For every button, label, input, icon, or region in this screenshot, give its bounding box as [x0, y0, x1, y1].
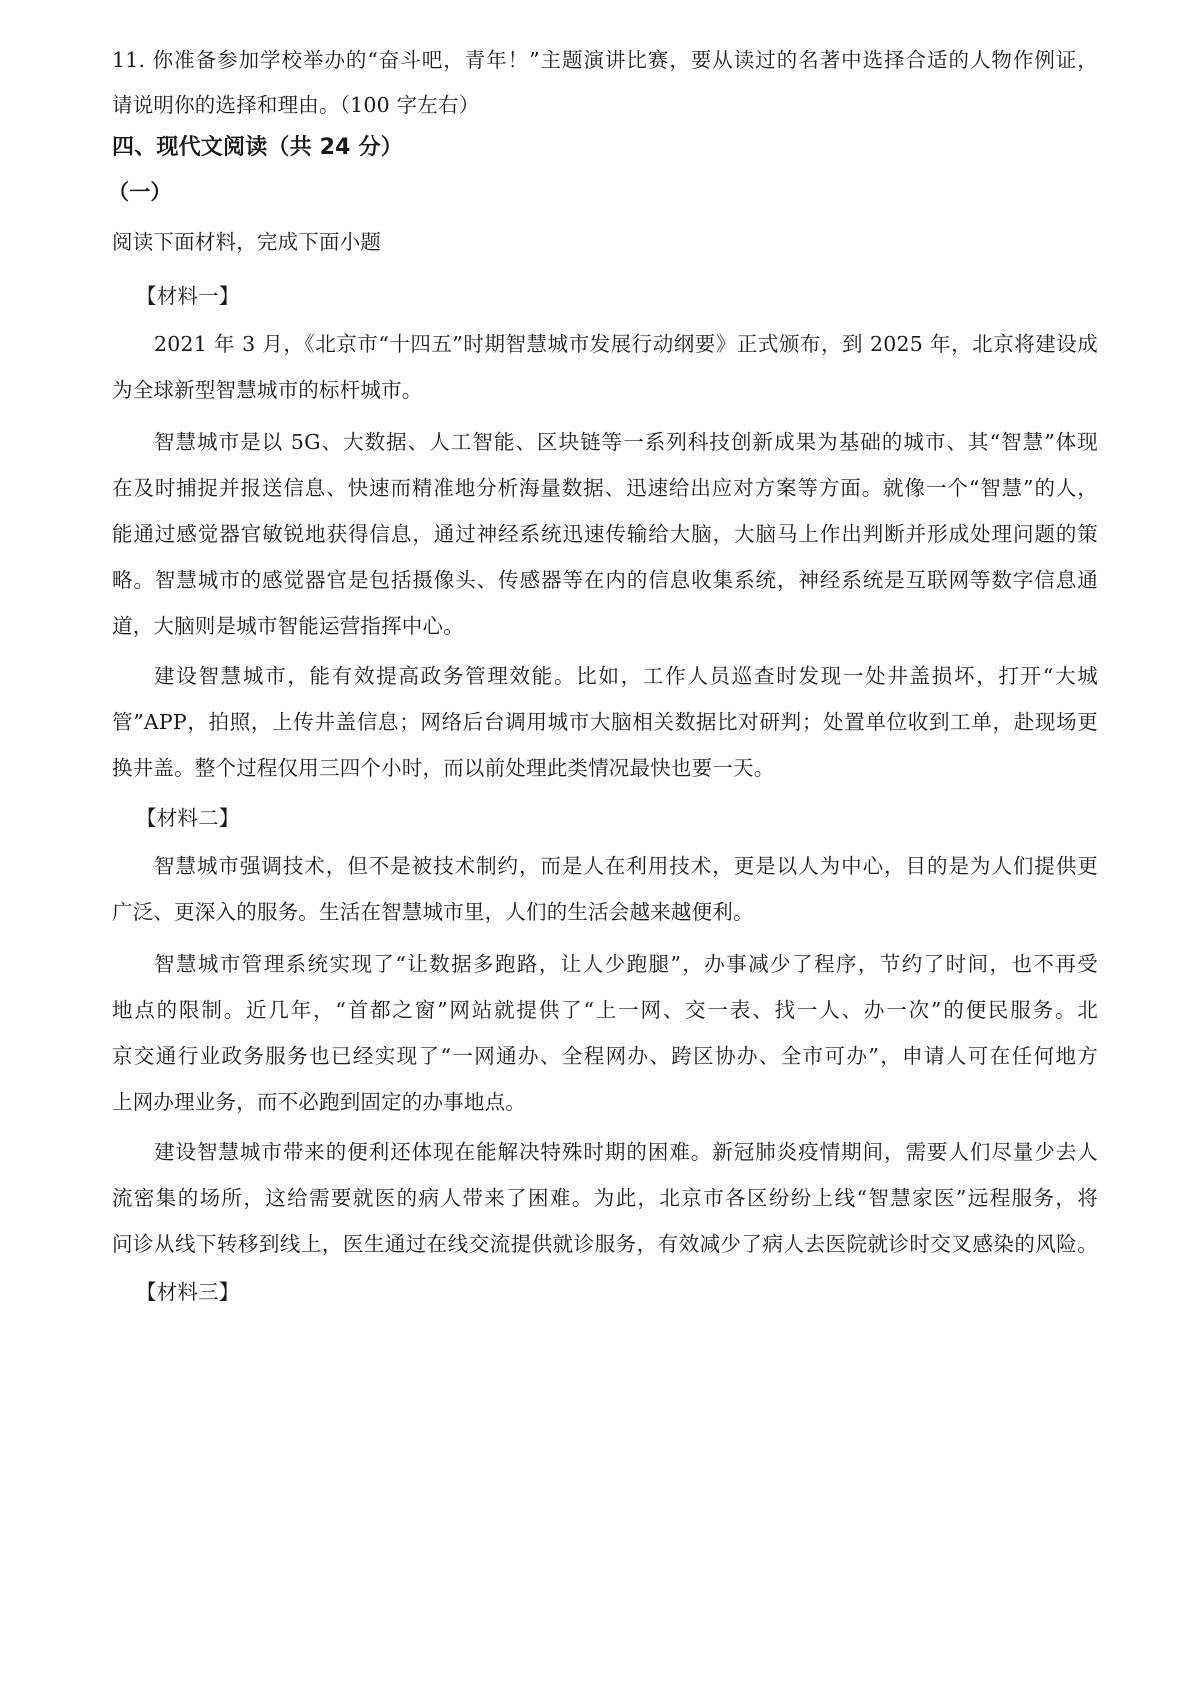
- material-1-p2-line-3: 能通过感觉器官敏锐地获得信息，通过神经系统迅速传输给大脑，大脑马上作出判断并形成处理问题的策: [112, 522, 1098, 546]
- material-1-p2-line-5: 道，大脑则是城市智能运营指挥中心。: [112, 614, 464, 638]
- material-2-label: 【材料二】: [136, 806, 240, 830]
- material-2-p2-line-3: 京交通行业政务服务也已经实现了“一网通办、全程网办、跨区协办、全市可办”，申请人可在任何地方: [112, 1044, 1098, 1068]
- material-1-p2-line-4: 略。智慧城市的感觉器官是包括摄像头、传感器等在内的信息收集系统，神经系统是互联网等数字信息通: [112, 568, 1098, 592]
- material-1-p2-line-1: 智慧城市是以 5G、大数据、人工智能、区块链等一系列科技创新成果为基础的城市、其“智慧”体现: [154, 430, 1098, 454]
- material-1-p3-line-3: 换井盖。整个过程仅用三四个小时，而以前处理此类情况最快也要一天。: [112, 756, 775, 780]
- material-1-p3-line-2: 管”APP，拍照，上传井盖信息；网络后台调用城市大脑相关数据比对研判；处置单位收到工单，赴现场更: [112, 710, 1098, 734]
- document-page: [108, 0, 1098, 1698]
- instruction-text: 阅读下面材料，完成下面小题: [112, 230, 382, 254]
- material-2-p2-line-1: 智慧城市管理系统实现了“让数据多跑路，让人少跑腿”，办事减少了程序，节约了时间，也不再受: [154, 952, 1098, 976]
- material-2-p1-line-1: 智慧城市强调技术，但不是被技术制约，而是人在利用技术，更是以人为中心，目的是为人们提供更: [154, 854, 1098, 878]
- question-11-line-2: 请说明你的选择和理由。（100 字左右）: [112, 93, 480, 117]
- question-11-line-1: 11. 你准备参加学校举办的“奋斗吧，青年！”主题演讲比赛，要从读过的名著中选择合适的人物作例证，: [112, 48, 1098, 72]
- material-1-p2-line-2: 在及时捕捉并报送信息、快速而精准地分析海量数据、迅速给出应对方案等方面。就像一个“智慧”的人，: [112, 476, 1098, 500]
- section-heading: 四、现代文阅读（共 24 分）: [112, 135, 403, 160]
- material-3-label: 【材料三】: [136, 1280, 240, 1304]
- material-1-p1-line-2: 为全球新型智慧城市的标杆城市。: [112, 378, 423, 402]
- material-2-p2-line-2: 地点的限制。近几年，“首都之窗”网站就提供了“上一网、交一表、找一人、办一次”的便民服务。北: [112, 998, 1098, 1022]
- material-2-p2-line-4: 上网办理业务，而不必跑到固定的办事地点。: [112, 1090, 526, 1114]
- material-1-p1-line-1: 2021 年 3 月，《北京市“十四五”时期智慧城市发展行动纲要》正式颁布，到 2025 年，北京将建设成: [154, 332, 1098, 356]
- material-2-p3-line-3: 问诊从线下转移到线上，医生通过在线交流提供就诊服务，有效减少了病人去医院就诊时交叉感染的风险。: [112, 1232, 1098, 1256]
- material-1-label: 【材料一】: [136, 284, 240, 308]
- part-heading: （一）: [108, 180, 172, 204]
- material-2-p3-line-1: 建设智慧城市带来的便利还体现在能解决特殊时期的困难。新冠肺炎疫情期间，需要人们尽量少去人: [154, 1140, 1098, 1164]
- material-2-p1-line-2: 广泛、更深入的服务。生活在智慧城市里，人们的生活会越来越便利。: [112, 900, 754, 924]
- material-1-p3-line-1: 建设智慧城市，能有效提高政务管理效能。比如，工作人员巡查时发现一处井盖损坏，打开“大城: [154, 664, 1098, 688]
- material-2-p3-line-2: 流密集的场所，这给需要就医的病人带来了困难。为此，北京市各区纷纷上线“智慧家医”远程服务，将: [112, 1186, 1098, 1210]
